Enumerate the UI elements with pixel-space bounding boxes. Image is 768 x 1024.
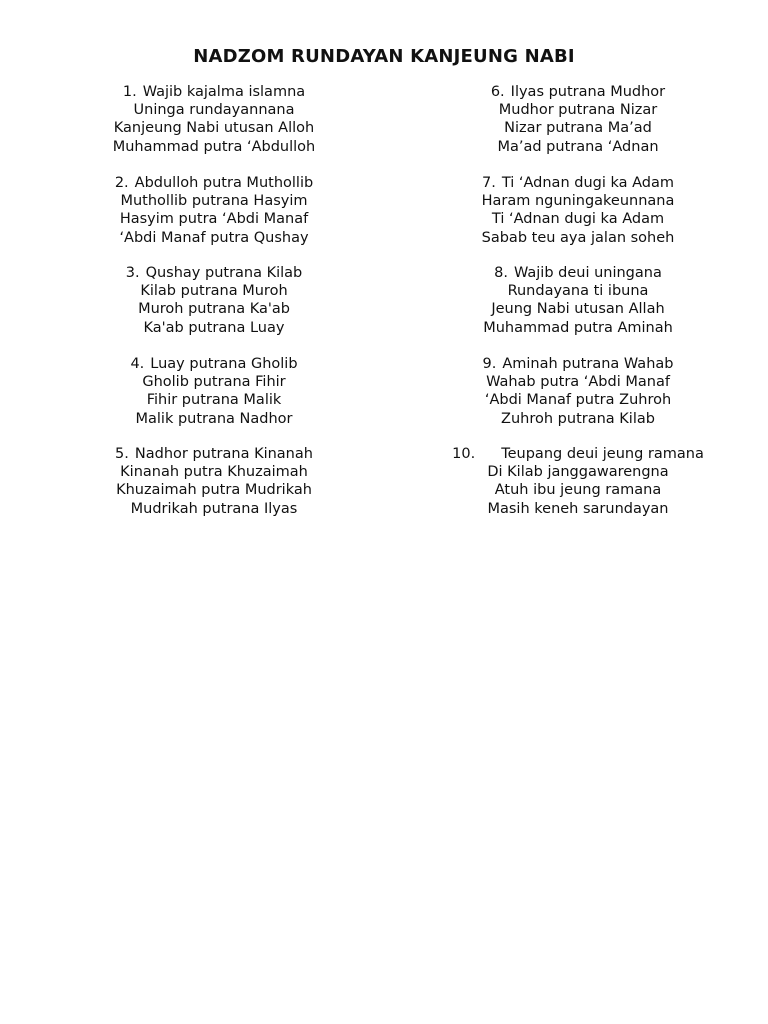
stanza-line: Sabab teu aya jalan soheh [481, 229, 675, 246]
stanza-2 [34, 174, 394, 247]
stanza-number: 5. [115, 446, 129, 462]
stanza-number: 3. [125, 265, 140, 281]
stanza-line: Nizar putrana Ma’ad [504, 120, 652, 137]
stanza-line: ‘Abdi Manaf putra Zuhroh [484, 392, 672, 409]
stanza-line [34, 83, 394, 101]
stanza-line [34, 355, 394, 373]
stanza-number: 7. [482, 175, 496, 191]
stanza-4 [34, 355, 394, 428]
stanza-3 [34, 264, 394, 337]
stanza-line-text: Teupang deui jeung ramana [501, 446, 704, 462]
stanza-line: Kanjeung Nabi utusan Alloh [113, 120, 315, 137]
stanza-number: 1. [122, 84, 137, 100]
stanza-line: Ka'ab putrana Luay [143, 319, 285, 336]
stanza-6 [398, 83, 758, 156]
stanza-line: Ma’ad putrana ‘Adnan [497, 138, 659, 155]
stanza-line: Muhammad putra Aminah [483, 319, 673, 336]
stanza-line [34, 174, 394, 192]
stanza-line: Khuzaimah putra Mudrikah [116, 482, 312, 499]
stanza-line: Rundayana ti ibuna [507, 283, 649, 300]
stanza-9 [398, 355, 758, 428]
stanza-line: Muroh putrana Ka'ab [138, 301, 290, 318]
stanza-line: Muhammad putra ‘Abdulloh [112, 138, 316, 155]
stanza-line [398, 355, 758, 373]
stanza-line: Gholib putrana Fihir [142, 374, 286, 391]
stanza-line: Uninga rundayannana [133, 102, 295, 119]
stanza-number: 10. [452, 446, 476, 462]
stanza-number: 6. [490, 84, 505, 100]
stanza-1 [34, 83, 394, 156]
stanza-line [398, 264, 758, 282]
stanza-line-text: Ti ‘Adnan dugi ka Adam [501, 175, 674, 191]
stanza-line [34, 445, 394, 463]
stanza-line: ‘Abdi Manaf putra Qushay [119, 229, 309, 246]
stanza-line: Atuh ibu jeung ramana [494, 482, 662, 499]
stanza-line-text: Qushay putrana Kilab [145, 265, 303, 281]
stanza-line [34, 264, 394, 282]
stanza-8 [398, 264, 758, 337]
stanza-number: 9. [482, 356, 497, 372]
stanza-line: Haram nguningakeunnana [481, 193, 675, 210]
stanza-line: Mudrikah putrana Ilyas [130, 500, 298, 517]
stanza-line: Mudhor putrana Nizar [498, 102, 658, 119]
stanza-line [398, 83, 758, 101]
stanza-number: 8. [494, 265, 508, 281]
stanza-line: Wahab putra ‘Abdi Manaf [486, 374, 670, 391]
stanza-line-text: Wajib deui uningana [513, 265, 662, 281]
stanza-line: Hasyim putra ‘Abdi Manaf [119, 211, 309, 228]
stanza-line: Muthollib putrana Hasyim [120, 193, 308, 210]
stanza-line: Kilab putrana Muroh [140, 283, 288, 300]
stanza-line: Fihir putrana Malik [146, 392, 282, 409]
page-title: NADZOM RUNDAYAN KANJEUNG NABI [193, 46, 575, 67]
stanza-10 [398, 445, 758, 518]
stanza-line: Zuhroh putrana Kilab [501, 410, 655, 427]
stanza-line: Kinanah putra Khuzaimah [120, 464, 308, 481]
stanza-line [398, 174, 758, 192]
stanza-line-text: Nadhor putrana Kinanah [134, 446, 313, 462]
stanza-line: Ti ‘Adnan dugi ka Adam [491, 211, 665, 228]
stanza-5 [34, 445, 394, 518]
stanza-number: 2. [114, 175, 129, 191]
stanza-line-text: Luay putrana Gholib [150, 356, 298, 372]
stanza-line [398, 445, 758, 463]
stanza-line: Jeung Nabi utusan Allah [491, 301, 665, 318]
stanza-number: 4. [130, 356, 145, 372]
stanza-line-text: Wajib kajalma islamna [142, 84, 306, 100]
stanza-line-text: Aminah putrana Wahab [502, 356, 674, 372]
stanza-line: Masih keneh sarundayan [487, 500, 669, 517]
stanza-line-text: Abdulloh putra Muthollib [134, 175, 314, 191]
stanza-line-text: Ilyas putrana Mudhor [510, 84, 666, 100]
stanza-line: Di Kilab janggawarengna [487, 464, 669, 481]
stanza-7 [398, 174, 758, 247]
stanza-line: Malik putrana Nadhor [135, 410, 293, 427]
